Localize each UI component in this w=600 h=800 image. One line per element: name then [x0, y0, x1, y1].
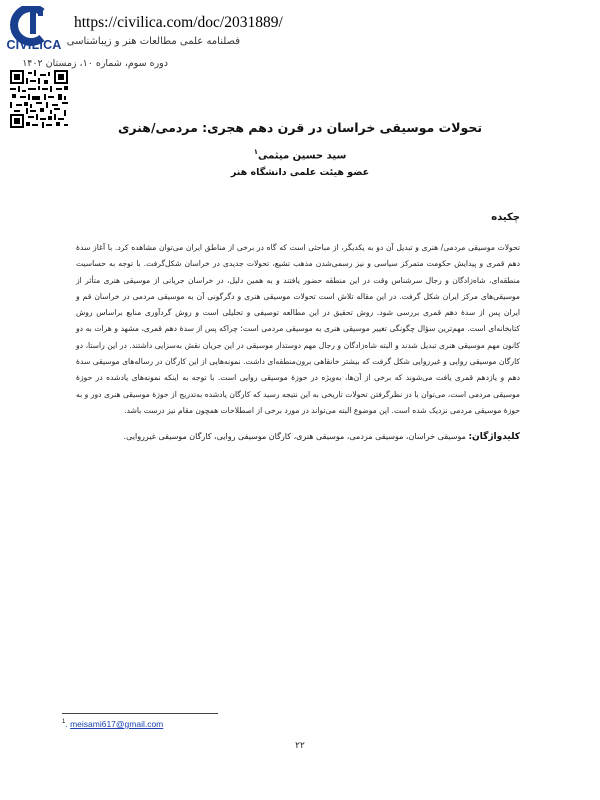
- abstract-body: تحولات موسیقی مردمی/ هنری و تبدیل آن دو به یکدیگر، از مباحثی است که گاه در برخی از مناطق ایران می‌توان مشاهده کرد. با آغاز سدهٔ دهم قمری و پیدایش حکومت متمرکز سیاسی و نیز رسمی‌شدن مذهب تشیع، تحولات جدیدی در خراسان شکل‌گرفت. با توجه به حساسیت منطقه‌ای، شاه‌زادگان و رجال سرشناس وقت در این منطقه حضور یافتند و به همین دلیل، در خراسان جریانی از موسیقی هنری متأثر از موسیقی‌های مرکز ایران شکل گرفت. در این مقاله تلاش است تحولات موسیقی هنری و دگرگونی آن به موسیقی مردمی در خراسان قم و ایران پس از سدهٔ دهم قمری بررسی شود. روش تحقیق در این مطالعه توصیفی و تحلیلی است و روش گردآوری منابع براساس روش کتابخانه‌ای است. مهم‌ترین سؤال چگونگی تغییر موسیقی هنری به موسیقی مردمی است؛ چراکه پس از سدهٔ دهم قمری، مشهد و هرات به دو کانون مهم موسیقی هنری تبدیل شدند و البته شاه‌زادگان و رجال مهم دوستدار موسیقی در این جریان نقش به‌سزایی داشتند. در این راستا، دو کارگان موسیقی روایی و غیرروایی شکل گرفت که بیشتر خانقاهی برون‌منطقه‌ای داشت. نمونه‌هایی از این کارگان در رساله‌های موسیقی سدهٔ دهم و یازدهم قمری یافت می‌شوند که برخی از آن‌ها، به‌ویژه در حوزهٔ موسیقی روایی است. با توجه به اینکه نمونه‌های یادشده در حوزهٔ موسیقی مردمی است، می‌توان با در نظرگرفتن تحولات تاریخی به این نتیجه رسید که کارگان یادشده به‌تدریج از حوزهٔ موسیقی هنری دور و به حوزهٔ موسیقی مردمی نزدیک شده است. این موضوع البته می‌تواند در مورد برخی از اصطلاحات همچون مقام نیز درست باشد.: [76, 243, 520, 415]
- footnote-marker: 1: [62, 719, 66, 726]
- author-email-link[interactable]: meisami617@gmail.com: [70, 719, 164, 729]
- footnote: $^1$. meisami617@gmail.com: [62, 719, 164, 729]
- paper-title: تحولات موسیقی خراسان در قرن دهم هجری: مردمی/هنری: [117, 120, 483, 135]
- author-affiliation: عضو هیئت علمی دانشگاه هنر: [230, 167, 370, 178]
- keywords-label: کلیدواژگان:: [468, 432, 520, 442]
- logo-text: CIVILICA: [6, 38, 62, 52]
- keywords-text: موسیقی خراسان، موسیقی مردمی، موسیقی هنری، کارگان موسیقی روایی، کارگان موسیقی غیرروایی.: [123, 432, 469, 441]
- author-name: [0, 148, 600, 161]
- author-text: سید حسین میثمی: [257, 150, 347, 162]
- page-number: ۲۲: [295, 741, 305, 751]
- keywords: [60, 432, 520, 442]
- footnote-divider: [62, 713, 218, 714]
- abstract-heading: چکیده: [491, 212, 520, 223]
- document-url[interactable]: https://civilica.com/doc/2031889/: [74, 14, 283, 31]
- author-footnote-marker: ۱: [253, 148, 258, 156]
- issue-info: دوره سوم، شماره ۱۰، زمستان ۱۴۰۲: [22, 58, 168, 69]
- journal-name: فصلنامه علمی مطالعات هنر و زیباشناسی: [66, 36, 240, 47]
